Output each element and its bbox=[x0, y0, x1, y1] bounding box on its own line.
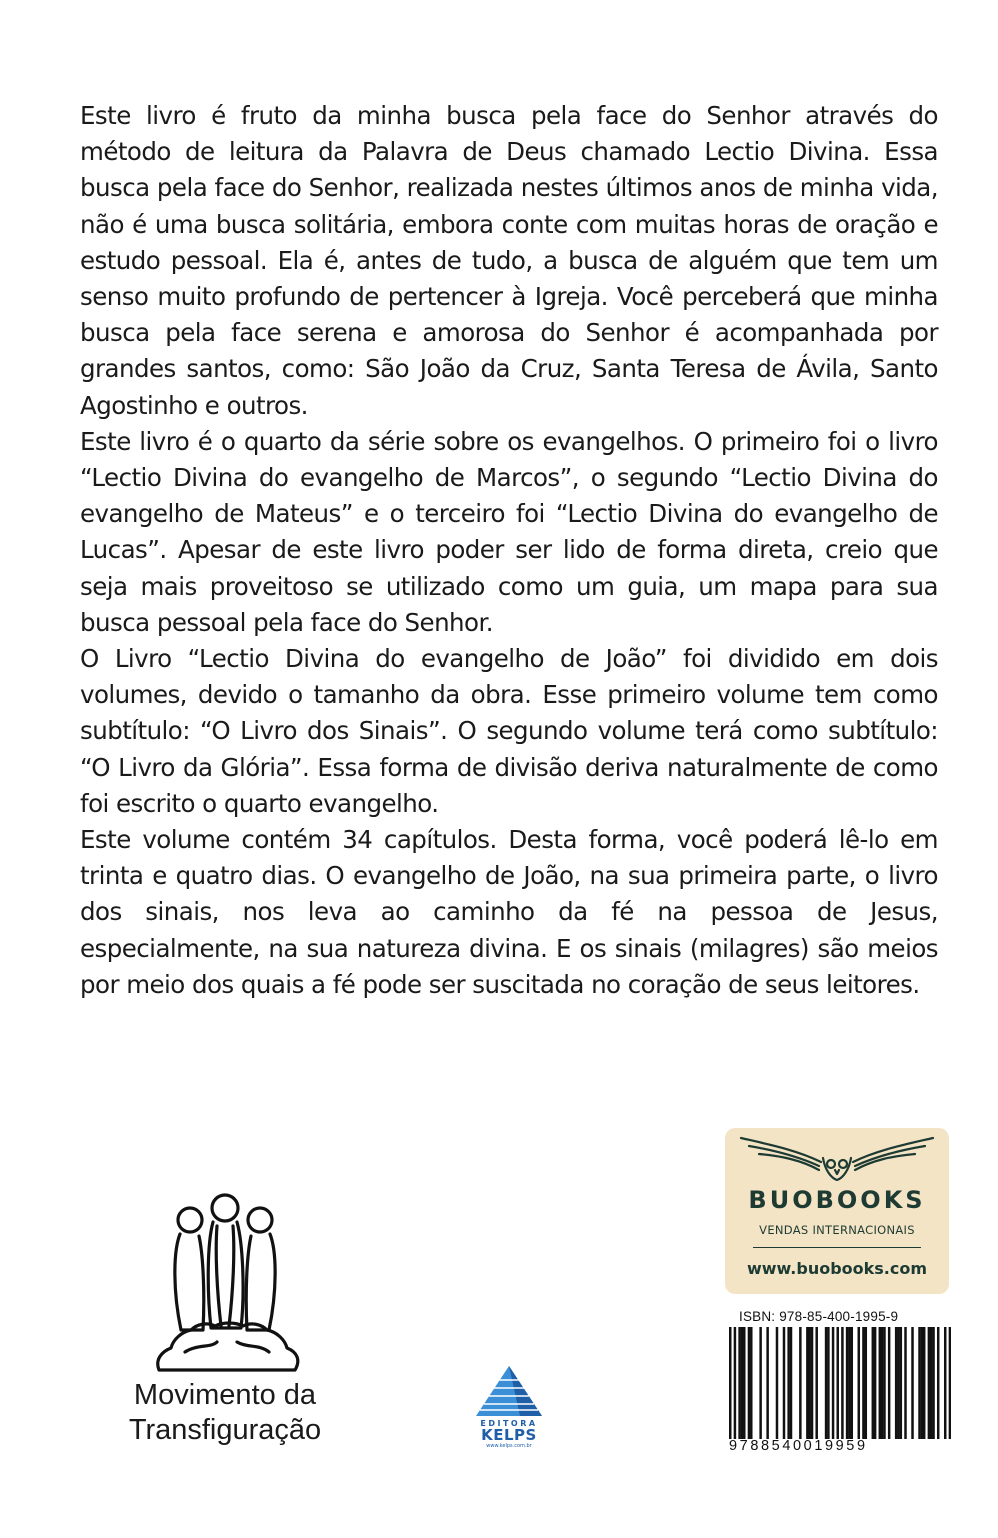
barcode-bar bbox=[872, 1327, 874, 1439]
barcode-bar bbox=[932, 1327, 934, 1439]
barcode-bar bbox=[904, 1327, 906, 1439]
barcode-bar bbox=[846, 1327, 848, 1439]
barcode-bar bbox=[808, 1327, 810, 1439]
back-cover-text bbox=[80, 98, 938, 1003]
barcode-bar bbox=[741, 1327, 743, 1439]
barcode-bar bbox=[734, 1327, 736, 1439]
barcode-bar bbox=[815, 1327, 817, 1439]
barcode-bar bbox=[790, 1327, 792, 1439]
barcode-bar bbox=[874, 1327, 876, 1439]
barcode-bar bbox=[738, 1327, 740, 1439]
owl-icon bbox=[737, 1128, 937, 1184]
barcode-bar bbox=[806, 1327, 808, 1439]
ean-digits: 9788540019959 bbox=[729, 1438, 868, 1454]
buobooks-badge bbox=[725, 1128, 949, 1294]
barcode-bar bbox=[930, 1327, 932, 1439]
barcode-bar bbox=[783, 1327, 785, 1439]
barcode-bar bbox=[748, 1327, 750, 1439]
barcode-bar bbox=[883, 1327, 885, 1439]
pyramid-icon bbox=[474, 1364, 544, 1418]
buobooks-site: www.buobooks.com bbox=[746, 1259, 928, 1278]
barcode-bar bbox=[923, 1327, 925, 1439]
movimento-logo bbox=[100, 1192, 350, 1448]
barcode-bar bbox=[759, 1327, 761, 1439]
kelps-site: www.kelps.com.br bbox=[486, 1443, 532, 1449]
barcode-bar bbox=[832, 1327, 834, 1439]
barcode-bar bbox=[776, 1327, 778, 1439]
isbn-label: ISBN: 978-85-400-1995-9 bbox=[739, 1309, 899, 1324]
kelps-editora: EDITORA bbox=[480, 1419, 538, 1428]
barcode-bar bbox=[825, 1327, 827, 1439]
isbn-barcode bbox=[729, 1309, 951, 1459]
barcode-bar bbox=[848, 1327, 850, 1439]
barcode-bar bbox=[897, 1327, 899, 1439]
barcode-bar bbox=[918, 1327, 920, 1439]
barcode-bar bbox=[799, 1327, 801, 1439]
barcode-bar bbox=[937, 1327, 939, 1439]
barcode-bar bbox=[895, 1327, 897, 1439]
barcode-bar bbox=[811, 1327, 813, 1439]
movimento-line-2: Transfiguração bbox=[128, 1414, 322, 1446]
barcode-bar bbox=[743, 1327, 745, 1439]
barcode-bar bbox=[911, 1327, 913, 1439]
barcode-bar bbox=[862, 1327, 864, 1439]
movimento-line-1: Movimento da bbox=[133, 1379, 317, 1411]
barcode-bar bbox=[851, 1327, 853, 1439]
barcode-bar bbox=[881, 1327, 883, 1439]
buobooks-divider bbox=[753, 1247, 921, 1248]
transfiguration-figures-icon bbox=[145, 1192, 305, 1372]
paragraph-4: Este volume contém 34 capítulos. Desta forma, você poderá lê-lo em trinta e quatro dias. O evangelho de João, na sua primeira parte, o livro dos sinais, nos leva ao caminho da fé na pessoa de Jesus, especialmente, na sua natureza divina. E os sinais (milagres) são meios por meio dos quais a fé pode ser suscitada no coração de seus leitores. bbox=[80, 825, 938, 999]
barcode-bar bbox=[766, 1327, 768, 1439]
barcode-bar bbox=[841, 1327, 843, 1439]
buobooks-name: BUOBOOKS bbox=[748, 1186, 926, 1214]
barcode-bar bbox=[729, 1327, 731, 1439]
kelps-name: KELPS bbox=[481, 1426, 537, 1444]
barcode-bar bbox=[787, 1327, 789, 1439]
kelps-logo bbox=[474, 1364, 544, 1449]
paragraph-3: O Livro “Lectio Divina do evangelho de João” foi dividido em dois volumes, devido o tamanho da obra. Esse primeiro volume tem como subtítulo: “O Livro dos Sinais”. O segundo volume terá como subtítulo: “O Livro da Glória”. Essa forma de divisão deriva naturalmente de como foi escrito o quarto evangelho. bbox=[80, 644, 938, 818]
barcode-bar bbox=[928, 1327, 930, 1439]
barcode-bar bbox=[865, 1327, 867, 1439]
paragraph-1: Este livro é fruto da minha busca pela face do Senhor através do método de leitura da Palavra de Deus chamado Lectio Divina. Essa busca pela face do Senhor, realizada nestes últimos anos de minha vida, não é uma busca solitária, embora conte com muitas horas de oração e estudo pessoal. Ela é, antes de tudo, a busca de alguém que tem um senso muito profundo de pertencer à Igreja. Você perceberá que minha busca pela face serena e amorosa do Senhor é acompanhada por grandes santos, como: São João da Cruz, Santa Teresa de Ávila, Santo Agostinho e outros. bbox=[80, 101, 938, 420]
barcode-bar bbox=[858, 1327, 860, 1439]
barcode-bar bbox=[827, 1327, 829, 1439]
barcode-bar bbox=[944, 1327, 946, 1439]
barcode-bar bbox=[879, 1327, 881, 1439]
barcode-bar bbox=[900, 1327, 902, 1439]
barcode-bar bbox=[888, 1327, 890, 1439]
barcode-bar bbox=[949, 1327, 951, 1439]
barcode-icon bbox=[729, 1327, 951, 1439]
buobooks-subtitle: VENDAS INTERNACIONAIS bbox=[759, 1223, 915, 1237]
barcode-bar bbox=[836, 1327, 838, 1439]
paragraph-2: Este livro é o quarto da série sobre os evangelhos. O primeiro foi o livro “Lectio Divina do evangelho de Marcos”, o segundo “Lectio Divina do evangelho de Mateus” e o terceiro foi “Lectio Divina do evangelho de Lucas”. Apesar de este livro poder ser lido de forma direta, creio que seja mais proveitoso se utilizado como um guia, um mapa para sua busca pessoal pela face do Senhor. bbox=[80, 426, 938, 637]
barcode-bar bbox=[750, 1327, 752, 1439]
barcode-bar bbox=[921, 1327, 923, 1439]
